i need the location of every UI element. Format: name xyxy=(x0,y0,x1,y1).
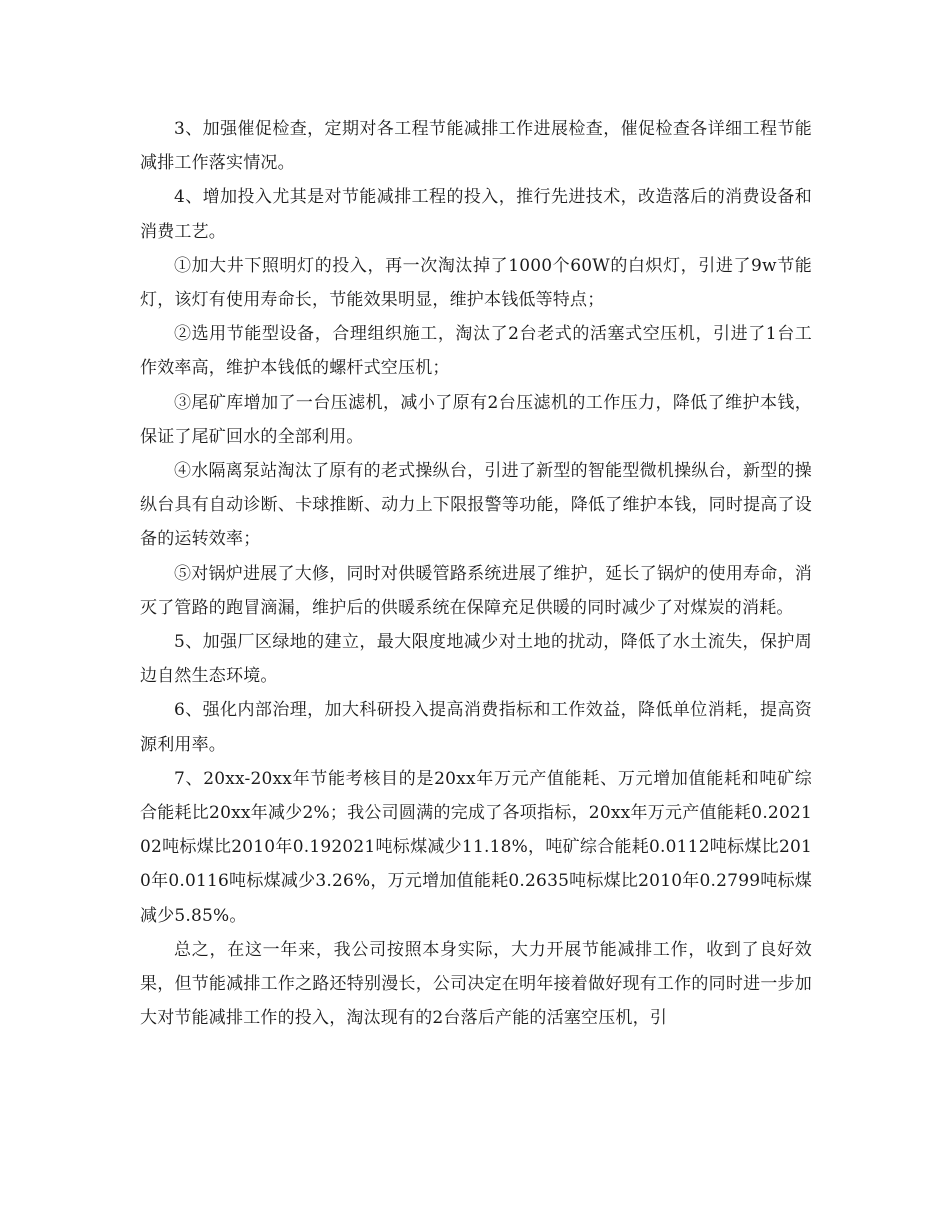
paragraph-item-4: 4、增加投入尤其是对节能减排工程的投入，推行先进技术，改造落后的消费设备和消费工艺。 xyxy=(140,187,812,242)
paragraph-summary: 总之，在这一年来，我公司按照本身实际，大力开展节能减排工作，收到了良好效果，但节能减排工作之路还特别漫长，公司决定在明年接着做好现有工作的同时进一步加大对节能减排工作的投入，淘汰现有的2台落后产能的活塞空压机，引 xyxy=(140,939,812,1029)
paragraph-subitem-5: ⑤对锅炉进展了大修，同时对供暖管路系统进展了维护，延长了锅炉的使用寿命，消灭了管路的跑冒滴漏，维护后的供暖系统在保障充足供暖的同时减少了对煤炭的消耗。 xyxy=(140,563,812,618)
paragraph-item-7: 7、20xx-20xx年节能考核目的是20xx年万元产值能耗、万元增加值能耗和吨矿综合能耗比20xx年减少2%；我公司圆满的完成了各项指标，20xx年万元产值能耗0.202102吨标煤比2010年0.192021吨标煤减少11.18%，吨矿综合能耗0.0112吨标煤比2010年0.0116吨标煤减少3.26%，万元增加值能耗0.2635吨标煤比2010年0.2799吨标煤减少5.85%。 xyxy=(140,768,812,926)
paragraph-item-3: 3、加强催促检查，定期对各工程节能减排工作进展检查，催促检查各详细工程节能减排工作落实情况。 xyxy=(140,119,812,174)
paragraph-item-5: 5、加强厂区绿地的建立，最大限度地减少对土地的扰动，降低了水土流失，保护周边自然生态环境。 xyxy=(140,632,812,687)
paragraph-subitem-1: ①加大井下照明灯的投入，再一次淘汰掉了1000个60W的白炽灯，引进了9w节能灯，该灯有使用寿命长，节能效果明显，维护本钱低等特点； xyxy=(140,255,812,311)
paragraph-subitem-2: ②选用节能型设备，合理组织施工，淘汰了2台老式的活塞式空压机，引进了1台工作效率高，维护本钱低的螺杆式空压机； xyxy=(140,324,812,379)
paragraph-subitem-3: ③尾矿库增加了一台压滤机，减小了原有2台压滤机的工作压力，降低了维护本钱，保证了尾矿回水的全部利用。 xyxy=(140,392,812,447)
paragraph-subitem-4: ④水隔离泵站淘汰了原有的老式操纵台，引进了新型的智能型微机操纵台，新型的操纵台具有自动诊断、卡球推断、动力上下限报警等功能，降低了维护本钱，同时提高了设备的运转效率； xyxy=(140,461,812,550)
paragraph-item-6: 6、强化内部治理，加大科研投入提高消费指标和工作效益，降低单位消耗，提高资源利用率。 xyxy=(140,700,812,755)
document-body xyxy=(140,112,812,1035)
